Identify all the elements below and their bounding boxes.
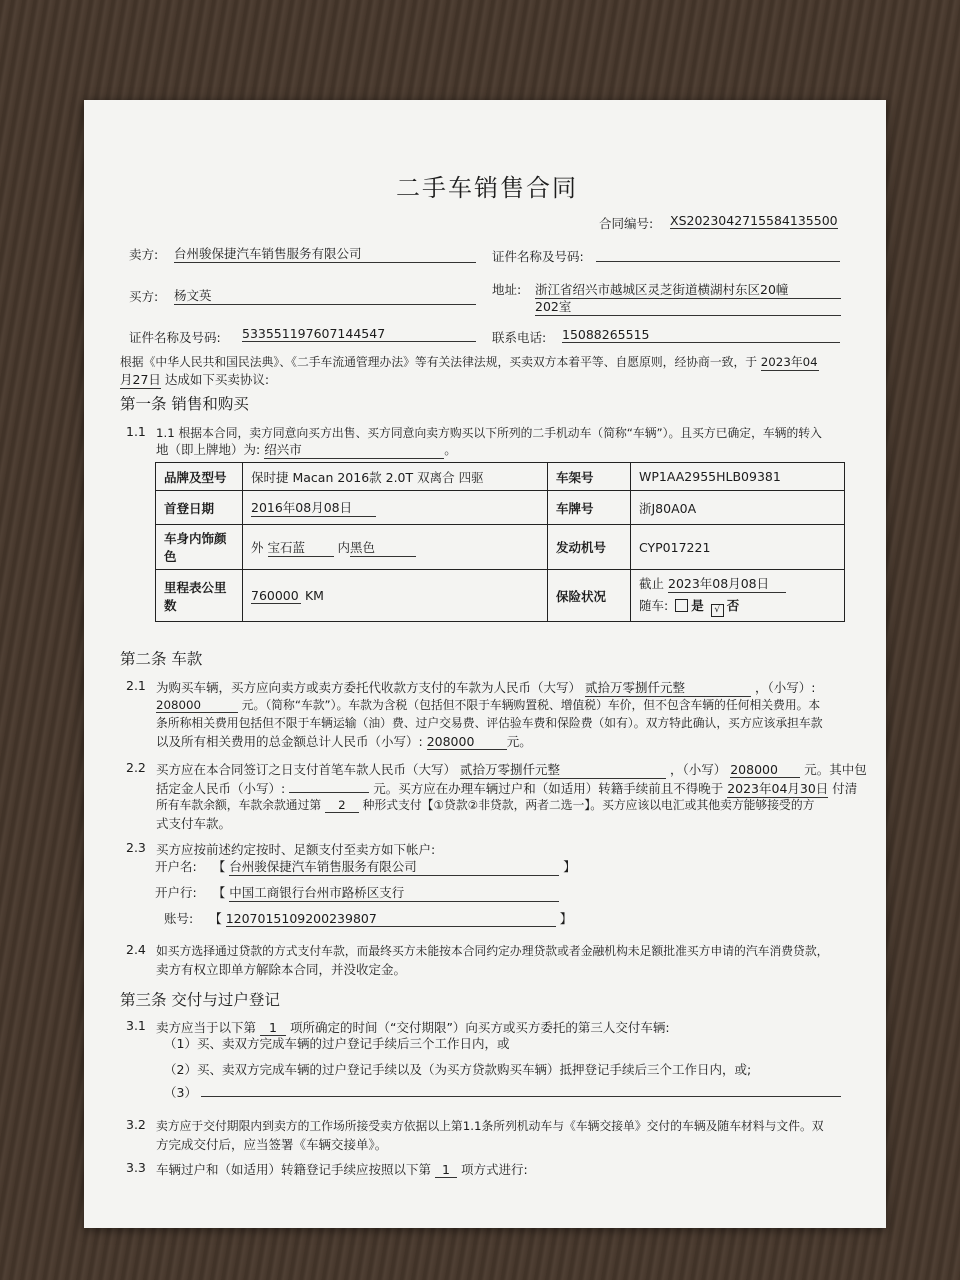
bank-row (155, 883, 559, 902)
clause-2-1-line-1 (156, 678, 815, 697)
article-1-title: 第一条 销售和购买 (120, 395, 249, 413)
clause-2-4-line-2: 卖方有权立即单方解除本合同，并没收定金。 (156, 962, 407, 977)
clause-2-2-text-5: 所有车款余额，车款余款通过第 (156, 798, 322, 812)
account-number: 1207015109200239807 (226, 911, 556, 927)
clause-2-2-text-6: 种形式支付【①贷款②非贷款，两者二选一】。买方应该以电汇或其他卖方能够接受的方 (362, 798, 815, 812)
table-row (156, 570, 845, 622)
clause-1-1-number: 1.1 (126, 424, 146, 439)
article-2-title: 第二条 车款 (120, 650, 203, 668)
preamble-text: 根据《中华人民共和国民法典》、《二手车流通管理办法》等有关法律法规，买卖双方本着平等、自愿原则，经协商一致，于 (120, 355, 758, 369)
clause-3-1-number: 3.1 (126, 1018, 146, 1033)
bank-name: 中国工商银行台州市路桥区支行 (229, 883, 559, 902)
deposit-label: 括定金人民币（小写）: (156, 781, 286, 796)
item-3-label: （3） (164, 1085, 197, 1100)
account-number-label: 账号: (164, 911, 194, 926)
transfer-city: 绍兴市 (264, 440, 444, 459)
phone-number: 15088265515 (562, 327, 840, 343)
exterior-prefix: 外 (251, 539, 264, 555)
first-payment-small-label: ，（小写） (669, 762, 727, 777)
buyer-name: 杨文英 (174, 286, 476, 305)
clause-1-1-text: 1.1 根据本合同，卖方同意向买方出售、买方同意向卖方购买以下所列的二手机动车（简称“车辆”）。且买方已确定，车辆的转入 (156, 426, 822, 440)
no-label: 否 (726, 598, 740, 613)
engine-label: 发动机号 (548, 525, 631, 570)
mileage-value: 760000 (251, 588, 301, 604)
mileage-cell (243, 570, 548, 622)
insurance-label: 保险状况 (548, 570, 631, 622)
clause-2-4-number: 2.4 (126, 942, 146, 957)
contract-no: XS2023042715584135500 (670, 213, 838, 228)
plate-label: 车牌号 (548, 491, 631, 525)
preamble-date-part-1: 2023年04 (760, 355, 818, 369)
price-small-label: ，（小写）: (754, 680, 816, 695)
first-payment-upper: 贰拾万零捌仟元整 (460, 760, 666, 779)
clause-2-1-line-3: 条所称相关费用包括但不限于车辆运输（油）费、过户交易费、评估验车费和保险费（如有）。双方特此确认，买方应该承担车款 (156, 716, 823, 730)
delivery-option: 1 (260, 1020, 286, 1036)
clause-2-4-line-1: 如买方选择通过贷款的方式支付车款，而最终买方未能按本合同约定办理贷款或者金融机构未足额批准买方申请的汽车消费贷款， (156, 944, 829, 958)
preamble-date-part-2: 月27日 (120, 372, 161, 387)
color-label: 车身内饰颜色 (156, 525, 243, 570)
table-row (156, 525, 845, 570)
clause-3-2-number: 3.2 (126, 1117, 146, 1132)
transfer-place-label: 地（即上牌地）为: (156, 442, 261, 457)
clause-1-1-text-2 (156, 440, 457, 459)
engine-value: CYP017221 (631, 525, 845, 570)
clause-2-2-line-3 (156, 796, 814, 813)
yes-label: 是 (691, 598, 704, 613)
vin-value: WP1AA2955HLB09381 (631, 463, 845, 491)
clause-3-2-line-2: 方完成交付后，应当签署《车辆交接单》。 (156, 1137, 388, 1152)
price-amount: 208000 (156, 698, 238, 713)
contract-no-label: 合同编号: (599, 216, 654, 231)
model-label: 品牌及型号 (156, 463, 243, 491)
plate-value: 浙J80A0A (631, 491, 845, 525)
insurance-until-line (639, 574, 836, 593)
transfer-option: 1 (435, 1162, 457, 1178)
insurance-until-date: 2023年08月08日 (668, 574, 786, 593)
clause-2-1-text: 为购买车辆，买方应向卖方或卖方委托代收款方支付的车款为人民币（大写） (156, 680, 582, 695)
interior-color: 黑色 (350, 538, 416, 557)
address-line-1: 浙江省绍兴市越城区灵芝街道横湖村东区20幢 (535, 280, 841, 299)
address-label: 地址: (492, 282, 522, 297)
clause-2-2-line-1 (156, 760, 867, 779)
clause-2-3-number: 2.3 (126, 840, 146, 855)
bracket-close: 】 (563, 859, 576, 874)
account-name: 台州骏保捷汽车销售服务有限公司 (229, 857, 559, 876)
seller-cert-label: 证件名称及号码: (492, 249, 584, 264)
with-car-line (639, 596, 836, 617)
bracket-open: 【 (209, 911, 222, 926)
period: 。 (444, 442, 457, 457)
no-checkbox[interactable]: √ (711, 604, 724, 617)
preamble-line-2 (120, 370, 269, 389)
account-number-row (164, 909, 572, 927)
article-3-title: 第三条 交付与过户登记 (120, 991, 280, 1009)
item-3-blank (201, 1082, 841, 1097)
clause-2-2-line-2 (156, 778, 857, 798)
clause-3-3-text-2: 项方式进行: (460, 1162, 528, 1177)
seller-label: 卖方: (129, 247, 159, 262)
bracket-open: 【 (212, 885, 226, 900)
preamble-line-1 (120, 353, 819, 371)
insurance-cell (631, 570, 845, 622)
clause-2-2-text: 买方应在本合同签订之日支付首笔车款人民币（大写） (156, 762, 457, 777)
contract-page (84, 100, 886, 1228)
with-car-label: 随车: (639, 598, 669, 613)
mileage-unit: KM (304, 587, 324, 603)
payment-option: 2 (325, 798, 359, 813)
mileage-label: 里程表公里数 (156, 570, 243, 622)
account-name-label: 开户名: (155, 859, 197, 874)
clause-2-1-text-2: 元。（简称“车款”）。车款为含税（包括但不限于车辆购置税、增值税）车价，但不包含车辆的任何相关费用。本 (241, 698, 821, 712)
clause-3-3-text: 车辆过户和（如适用）转籍登记手续应按照以下第 (156, 1162, 432, 1177)
clause-3-3-number: 3.3 (126, 1160, 146, 1175)
bracket-close: 】 (559, 911, 573, 926)
clause-2-2-text-4: 付清 (832, 781, 858, 796)
bracket-open: 【 (212, 859, 226, 874)
reg-date-label: 首登日期 (156, 491, 243, 525)
clause-2-3-text: 买方应按前述约定按时、足额支付至卖方如下帐户: (156, 842, 436, 857)
model-value: 保时捷 Macan 2016款 2.0T 双离合 四驱 (243, 463, 548, 491)
clause-3-1-text-2: 项所确定的时间（“交付期限”）向买方或买方委托的第三人交付车辆: (289, 1020, 670, 1035)
buyer-label: 买方: (129, 289, 159, 304)
insurance-until-label: 截止 (639, 576, 665, 591)
clause-3-3-line-1 (156, 1160, 528, 1178)
table-row (156, 463, 845, 491)
account-name-row (155, 857, 576, 876)
phone-label: 联系电话: (492, 330, 547, 345)
clause-3-1-item-3 (164, 1082, 841, 1101)
buyer-cert-label: 证件名称及号码: (129, 330, 221, 345)
seller-name: 台州骏保捷汽车销售服务有限公司 (174, 244, 476, 263)
bank-label: 开户行: (155, 885, 197, 900)
total-unit: 元。 (506, 734, 532, 749)
first-payment-amount: 208000 (730, 762, 800, 778)
balance-due-date: 2023年04月30日 (727, 781, 829, 796)
yes-checkbox[interactable] (675, 599, 688, 612)
clause-3-2-line-1: 卖方应于交付期限内到卖方的工作场所接受卖方依据以上第1.1条所列机动车与《车辆交接单》交付的车辆及随车材料与文件。双 (156, 1119, 824, 1133)
total-amount: 208000 (427, 734, 507, 750)
color-cell (243, 525, 548, 570)
document-title: 二手车销售合同 (396, 174, 578, 202)
reg-date-cell (243, 491, 548, 525)
address-line-2: 202室 (535, 297, 841, 316)
total-label: 以及所有相关费用的总金额总计人民币（小写）: (156, 734, 423, 749)
buyer-cert-number: 533551197607144547 (242, 326, 476, 342)
clause-2-1-number: 2.1 (126, 678, 146, 693)
clause-3-1-item-2: （2）买、卖双方完成车辆的过户登记手续以及（为买方贷款购买车辆）抵押登记手续后三个工作日内，或; (164, 1062, 752, 1077)
clause-2-2-number: 2.2 (126, 760, 146, 775)
clause-2-2-line-4: 式支付车款。 (156, 816, 232, 831)
clause-2-1-line-4 (156, 732, 532, 750)
clause-3-1-text: 卖方应当于以下第 (156, 1020, 257, 1035)
exterior-color: 宝石蓝 (268, 538, 334, 557)
seller-cert-blank (596, 246, 840, 262)
vehicle-info-table (155, 462, 845, 622)
deposit-blank (289, 778, 369, 793)
vin-label: 车架号 (548, 463, 631, 491)
clause-2-2-text-2: 元。其中包 (804, 762, 867, 777)
table-row (156, 491, 845, 525)
price-upper: 贰拾万零捌仟元整 (585, 678, 751, 697)
interior-prefix: 内 (337, 539, 350, 555)
clause-3-1-item-1: （1）买、卖双方完成车辆的过户登记手续后三个工作日内，或 (164, 1036, 510, 1051)
clause-2-2-text-3: 元。买方应在办理车辆过户和（如适用）转籍手续前且不得晚于 (373, 781, 724, 796)
preamble-text-2: 达成如下买卖协议: (164, 372, 270, 387)
clause-2-1-line-2 (156, 696, 820, 713)
reg-date-value: 2016年08月08日 (251, 498, 376, 517)
